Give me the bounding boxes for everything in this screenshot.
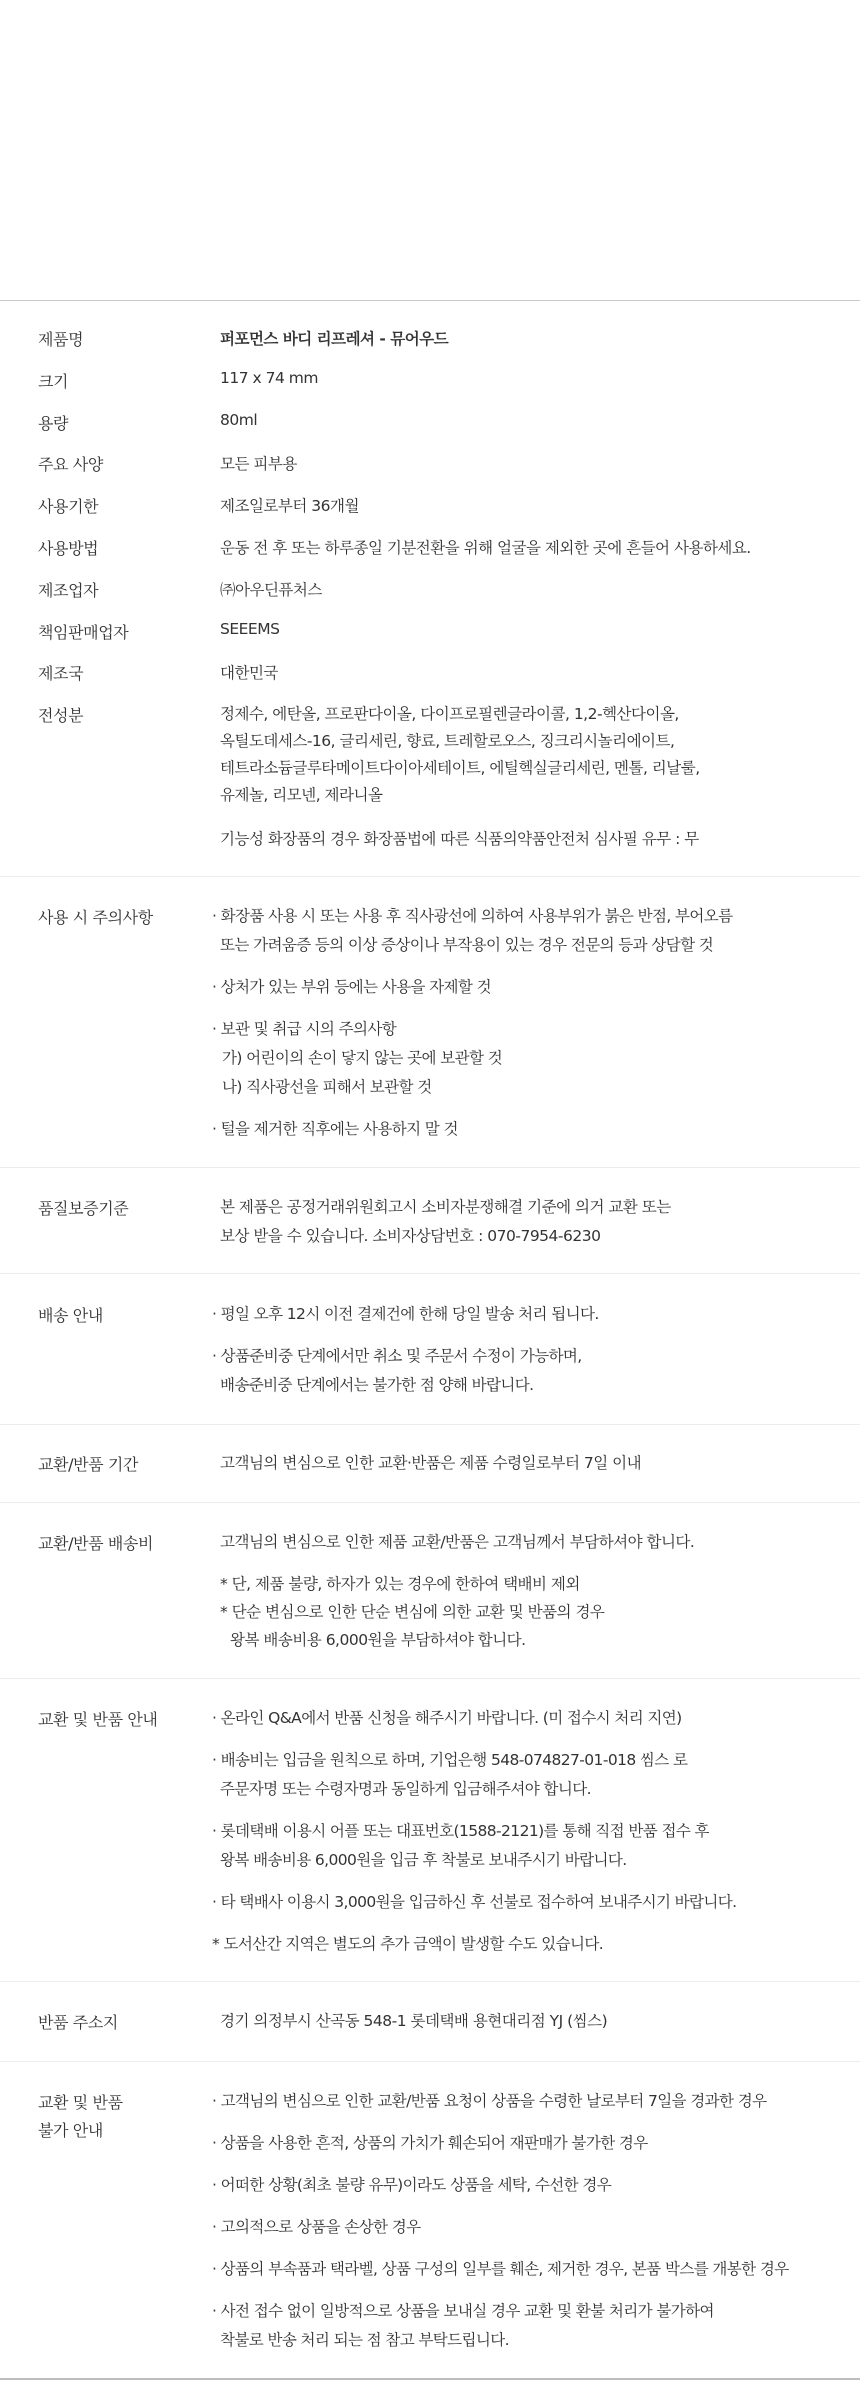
info-label: 사용방법	[38, 539, 99, 558]
shipping-section	[0, 1274, 860, 1424]
top-blank-area	[0, 0, 860, 300]
info-label: 주요 사양	[38, 455, 103, 474]
functional-note: 기능성 화장품의 경우 화장품법에 따른 식품의약품안전처 심사필 유무 : 무	[220, 830, 699, 848]
exchange-guide-line: · 온라인 Q&A에서 반품 신청을 해주시기 바랍니다. (미 접수시 처리 지연)	[212, 1709, 682, 1727]
exchange-guide-line: * 도서산간 지역은 별도의 추가 금액이 발생할 수도 있습니다.	[212, 1935, 604, 1953]
caution-line: 또는 가려움증 등의 이상 증상이나 부작용이 있는 경우 전문의 등과 상담할 것	[220, 936, 714, 954]
info-value: 대한민국	[220, 664, 278, 682]
quality-line: 보상 받을 수 있습니다. 소비자상담번호 : 070-7954-6230	[220, 1227, 601, 1245]
exchange-fee-label: 교환/반품 배송비	[38, 1534, 154, 1553]
shipping-line: 배송준비중 단계에서는 불가한 점 양해 바랍니다.	[220, 1376, 534, 1394]
not-allowed-line: · 상품의 부속품과 택라벨, 상품 구성의 일부를 훼손, 제거한 경우, 본품 박스를 개봉한 경우	[212, 2260, 789, 2278]
not-allowed-section	[0, 2062, 860, 2375]
exchange-fee-section	[0, 1503, 860, 1678]
ingredients-line: 정제수, 에탄올, 프로판다이올, 다이프로필렌글라이콜, 1,2-헥산다이올,	[220, 705, 679, 723]
exchange-guide-label: 교환 및 반품 안내	[38, 1710, 158, 1729]
info-value: 운동 전 후 또는 하루종일 기분전환을 위해 얼굴을 제외한 곳에 흔들어 사용하세요.	[220, 539, 751, 557]
product-info-section	[0, 301, 860, 876]
exchange-guide-line: · 롯데택배 이용시 어플 또는 대표번호(1588-2121)를 통해 직접 반품 접수 후	[212, 1822, 709, 1840]
info-value: 80ml	[220, 411, 258, 429]
not-allowed-line: · 어떠한 상황(최초 불량 유무)이라도 상품을 세탁, 수선한 경우	[212, 2176, 612, 2194]
caution-label: 사용 시 주의사항	[38, 908, 153, 927]
exchange-guide-line: · 타 택배사 이용시 3,000원을 입금하신 후 선불로 접수하여 보내주시기 바랍니다.	[212, 1893, 737, 1911]
not-allowed-line: · 고의적으로 상품을 손상한 경우	[212, 2218, 421, 2236]
exchange-guide-line: 주문자명 또는 수령자명과 동일하게 입금해주셔야 합니다.	[220, 1780, 591, 1798]
exchange-fee-line: 고객님의 변심으로 인한 제품 교환/반품은 고객님께서 부담하셔야 합니다.	[220, 1533, 695, 1551]
return-address-label: 반품 주소지	[38, 2013, 118, 2032]
exchange-guide-line: 왕복 배송비용 6,000원을 입금 후 착불로 보내주시기 바랍니다.	[220, 1851, 627, 1869]
not-allowed-line: 착불로 반송 처리 되는 점 참고 부탁드립니다.	[220, 2331, 510, 2349]
caution-line: · 보관 및 취급 시의 주의사항	[212, 1020, 397, 1038]
exchange-period-section	[0, 1425, 860, 1502]
exchange-fee-line: * 단, 제품 불량, 하자가 있는 경우에 한하여 택배비 제외	[220, 1575, 580, 1593]
info-label: 제조업자	[38, 581, 99, 600]
return-address-section	[0, 1982, 860, 2061]
info-value: 퍼포먼스 바디 리프레셔 - 뮤어우드	[220, 330, 449, 348]
exchange-period-value: 고객님의 변심으로 인한 교환·반품은 제품 수령일로부터 7일 이내	[220, 1454, 642, 1472]
exchange-fee-line: 왕복 배송비용 6,000원을 부담하셔야 합니다.	[230, 1631, 526, 1649]
shipping-label: 배송 안내	[38, 1306, 103, 1325]
info-label: 크기	[38, 372, 69, 391]
exchange-guide-line: · 배송비는 입금을 원칙으로 하며, 기업은행 548-074827-01-018 씸스 로	[212, 1751, 688, 1769]
not-allowed-line: · 사전 접수 없이 일방적으로 상품을 보내실 경우 교환 및 환불 처리가 불가하여	[212, 2302, 714, 2320]
exchange-period-label: 교환/반품 기간	[38, 1455, 139, 1474]
not-allowed-line: · 고객님의 변심으로 인한 교환/반품 요청이 상품을 수령한 날로부터 7일을 경과한 경우	[212, 2092, 767, 2110]
info-label: 제조국	[38, 664, 84, 683]
info-value: SEEEMS	[220, 620, 280, 638]
info-label: 사용기한	[38, 497, 99, 516]
not-allowed-line: · 상품을 사용한 흔적, 상품의 가치가 훼손되어 재판매가 불가한 경우	[212, 2134, 648, 2152]
ingredients-line: 유제놀, 리모넨, 제라니올	[220, 786, 383, 804]
bottom-rule	[0, 2378, 860, 2380]
info-label: 전성분	[38, 706, 84, 725]
caution-section	[0, 877, 860, 1167]
quality-section	[0, 1168, 860, 1273]
info-value: 117 x 74 mm	[220, 369, 318, 387]
not-allowed-label: 불가 안내	[38, 2121, 103, 2140]
info-label: 용량	[38, 414, 69, 433]
info-value: ㈜아우딘퓨처스	[220, 581, 322, 599]
ingredients-line: 옥틸도데세스-16, 글리세린, 향료, 트레할로오스, 징크리시놀리에이트,	[220, 732, 675, 750]
shipping-line: · 상품준비중 단계에서만 취소 및 주문서 수정이 가능하며,	[212, 1347, 582, 1365]
quality-line: 본 제품은 공정거래위원회고시 소비자분쟁해결 기준에 의거 교환 또는	[220, 1198, 671, 1216]
exchange-fee-line: * 단순 변심으로 인한 단순 변심에 의한 교환 및 반품의 경우	[220, 1603, 605, 1621]
caution-line: 나) 직사광선을 피해서 보관할 것	[222, 1078, 432, 1096]
info-value: 모든 피부용	[220, 455, 297, 473]
info-value: 제조일로부터 36개월	[220, 497, 359, 515]
caution-line: · 화장품 사용 시 또는 사용 후 직사광선에 의하여 사용부위가 붉은 반점, 부어오름	[212, 907, 733, 925]
caution-line: · 털을 제거한 직후에는 사용하지 말 것	[212, 1120, 458, 1138]
info-label: 제품명	[38, 330, 84, 349]
return-address-value: 경기 의정부시 산곡동 548-1 롯데택배 용현대리점 YJ (씸스)	[220, 2012, 608, 2030]
caution-line: · 상처가 있는 부위 등에는 사용을 자제할 것	[212, 978, 491, 996]
not-allowed-label: 교환 및 반품	[38, 2093, 123, 2112]
shipping-line: · 평일 오후 12시 이전 결제건에 한해 당일 발송 처리 됩니다.	[212, 1305, 599, 1323]
info-label: 책임판매업자	[38, 623, 129, 642]
caution-line: 가) 어린이의 손이 닿지 않는 곳에 보관할 것	[222, 1049, 503, 1067]
quality-label: 품질보증기준	[38, 1199, 129, 1218]
ingredients-line: 테트라소듐글루타메이트다이아세테이트, 에틸헥실글리세린, 멘톨, 리날룰,	[220, 759, 700, 777]
exchange-guide-section	[0, 1679, 860, 1981]
